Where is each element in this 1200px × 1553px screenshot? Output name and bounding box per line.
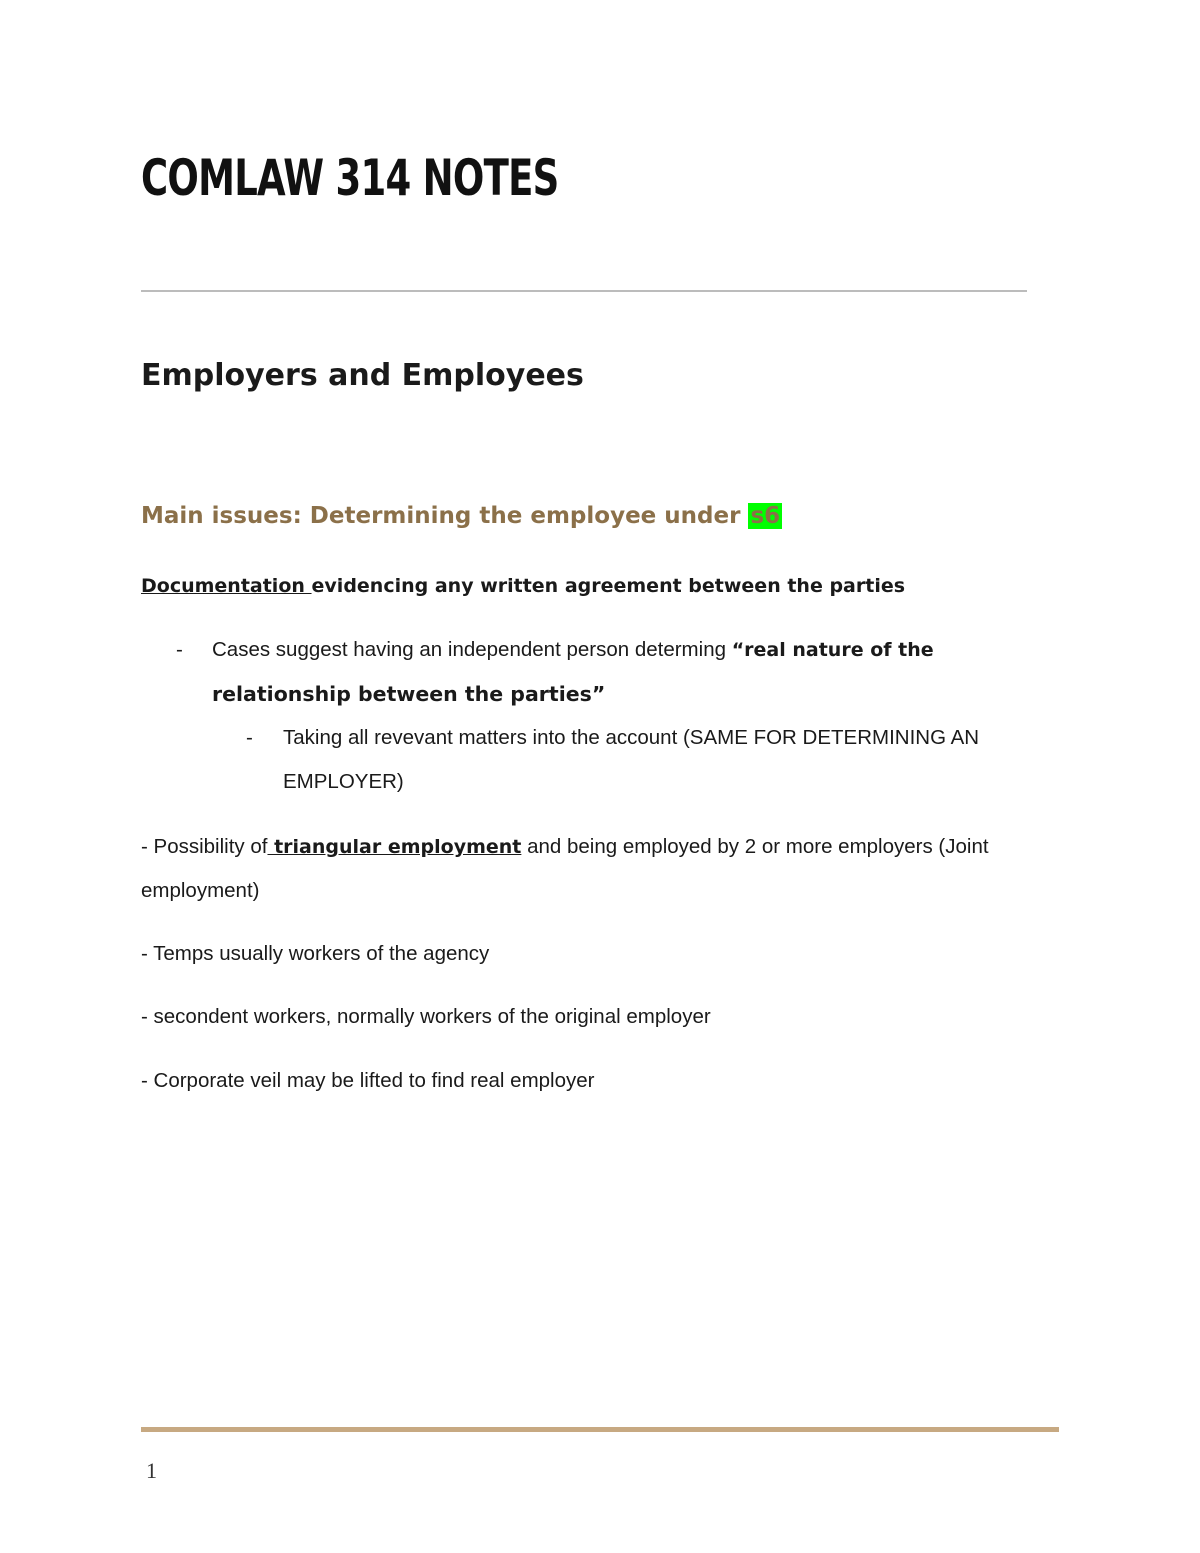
bullet-dash: - <box>176 638 183 661</box>
sub-bullet-dash: - <box>246 726 253 749</box>
triangular-pre: - Possibility of <box>141 835 268 858</box>
triangular-line2: employment) <box>141 879 260 902</box>
page-number: 1 <box>146 1458 157 1483</box>
bullet-cases-line1 <box>212 628 934 672</box>
documentation-rest: evidencing any written agreement between the parties <box>311 575 906 597</box>
document-title: COMLAW 314 NOTES <box>141 149 559 207</box>
footer-rule <box>141 1427 1059 1432</box>
bullet-cases-plain: Cases suggest having an independent person determing <box>212 638 732 661</box>
sub-bullet-line2: EMPLOYER) <box>283 770 404 793</box>
documentation-underlined: Documentation <box>141 575 312 597</box>
triangular-bold: triangular employment <box>267 836 522 858</box>
sub-bullet-line1: Taking all revevant matters into the account (SAME FOR DETERMINING AN <box>283 726 980 749</box>
section-heading: Employers and Employees <box>141 358 584 393</box>
corporate-paragraph: - Corporate veil may be lifted to find real employer <box>141 1069 595 1092</box>
bullet-cases-line2: relationship between the parties” <box>212 682 606 706</box>
subheading <box>141 503 782 529</box>
triangular-line1 <box>141 825 989 869</box>
bullet-cases-bold: “real nature of the <box>731 639 934 661</box>
subheading-highlight: s6 <box>750 503 781 529</box>
documentation-line <box>141 564 905 608</box>
title-divider <box>141 290 1027 292</box>
triangular-post: and being employed by 2 or more employers (Joint <box>521 835 989 858</box>
subheading-text: Main issues: Determining the employee under <box>141 503 749 529</box>
temps-paragraph: - Temps usually workers of the agency <box>141 942 490 965</box>
secondent-paragraph: - secondent workers, normally workers of the original employer <box>141 1005 711 1028</box>
